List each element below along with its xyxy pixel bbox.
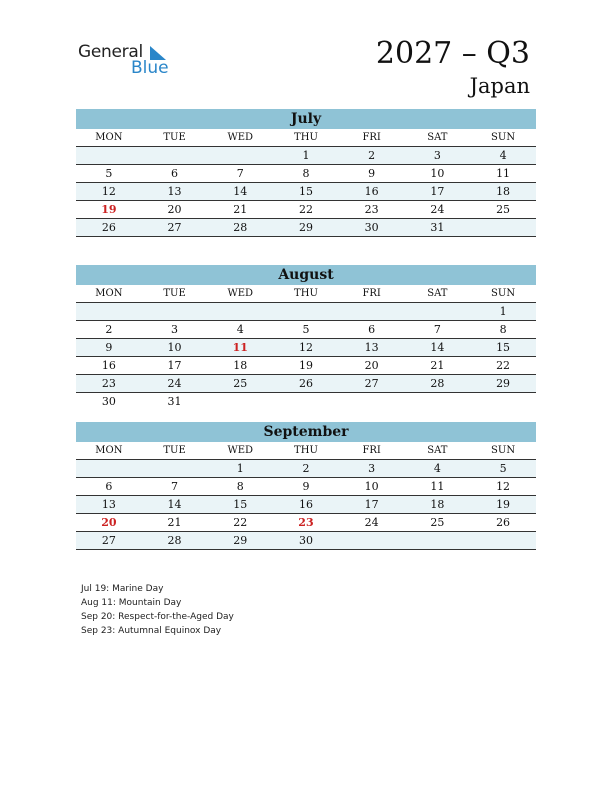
empty-cell [76,460,142,477]
date-cell: 17 [167,359,182,372]
date-cell: 18 [430,498,445,511]
weekday-label: MON [95,132,123,143]
date-cell: 17 [430,185,445,198]
date-cell: 8 [499,323,507,336]
date-cell: 30 [364,221,379,234]
date-cell: 15 [496,341,511,354]
week-row [76,339,536,357]
holiday-note: Aug 11: Mountain Day [81,598,182,608]
date-cell: 29 [496,377,511,390]
empty-cell [207,393,273,410]
month-header: August [76,265,536,285]
empty-cell [470,219,536,236]
week-row [76,460,536,478]
date-cell: 25 [496,203,511,216]
month-july [76,109,536,237]
empty-cell [142,147,208,164]
date-cell: 14 [430,341,445,354]
date-cell: 27 [101,534,116,547]
date-cell: 28 [233,221,248,234]
weekday-label: SUN [491,445,516,456]
empty-cell [207,147,273,164]
date-cell: 16 [101,359,116,372]
date-cell: 16 [298,498,313,511]
date-cell: 2 [368,149,376,162]
month-august [76,265,536,410]
date-cell: 5 [499,462,507,475]
date-cell: 5 [302,323,310,336]
weekday-label: TUE [163,288,186,299]
date-cell: 21 [233,203,248,216]
weekday-header-row [76,285,536,303]
date-cell: 4 [236,323,244,336]
week-row [76,303,536,321]
date-cell: 13 [364,341,379,354]
date-cell: 8 [302,167,310,180]
empty-cell [339,303,405,320]
weekday-header-row [76,129,536,147]
holiday-date-cell: 23 [298,516,314,529]
date-cell: 20 [364,359,379,372]
date-cell: 10 [167,341,182,354]
date-cell: 19 [496,498,511,511]
month-header: September [76,422,536,442]
date-cell: 12 [101,185,116,198]
date-cell: 30 [101,395,116,408]
date-cell: 5 [105,167,113,180]
week-row [76,393,536,410]
date-cell: 23 [101,377,116,390]
weekday-label: SUN [491,288,516,299]
empty-cell [207,303,273,320]
week-row [76,514,536,532]
date-cell: 9 [302,480,310,493]
date-cell: 6 [171,167,179,180]
date-cell: 29 [298,221,313,234]
month-september [76,422,536,550]
month-header: July [76,109,536,129]
date-cell: 2 [302,462,310,475]
empty-cell [142,303,208,320]
date-cell: 18 [496,185,511,198]
date-cell: 13 [167,185,182,198]
holiday-note: Sep 23: Autumnal Equinox Day [81,626,222,636]
date-cell: 12 [298,341,313,354]
week-row [76,321,536,339]
date-cell: 26 [496,516,511,529]
holiday-note: Sep 20: Respect-for-the-Aged Day [81,612,234,622]
generalblue-logo [78,40,178,80]
weekday-header-row [76,442,536,460]
empty-cell [339,393,405,410]
date-cell: 23 [364,203,379,216]
date-cell: 1 [236,462,244,475]
week-row [76,532,536,550]
date-cell: 8 [236,480,244,493]
weekday-label: WED [227,445,254,456]
date-cell: 30 [298,534,313,547]
holiday-notes [81,582,234,638]
weekday-label: THU [294,445,318,456]
holiday-date-cell: 19 [101,203,117,216]
empty-cell [142,460,208,477]
date-cell: 7 [433,323,441,336]
date-cell: 21 [430,359,445,372]
date-cell: 27 [167,221,182,234]
date-cell: 21 [167,516,182,529]
date-cell: 4 [433,462,441,475]
empty-cell [470,393,536,410]
date-cell: 6 [368,323,376,336]
date-cell: 20 [167,203,182,216]
date-cell: 26 [298,377,313,390]
date-cell: 25 [233,377,248,390]
weekday-label: TUE [163,445,186,456]
empty-cell [470,532,536,549]
weekday-label: THU [294,288,318,299]
date-cell: 31 [167,395,182,408]
weekday-label: FRI [362,288,381,299]
date-cell: 6 [105,480,113,493]
date-cell: 9 [368,167,376,180]
date-cell: 28 [167,534,182,547]
empty-cell [339,532,405,549]
date-cell: 15 [233,498,248,511]
logo-text-blue: Blue [131,58,169,78]
date-cell: 14 [233,185,248,198]
holiday-date-cell: 11 [232,341,248,354]
empty-cell [273,393,339,410]
weekday-label: FRI [362,132,381,143]
date-cell: 10 [430,167,445,180]
date-cell: 1 [499,305,507,318]
date-cell: 22 [496,359,511,372]
date-cell: 24 [364,516,379,529]
date-cell: 7 [171,480,179,493]
empty-cell [405,532,471,549]
date-cell: 18 [233,359,248,372]
weekday-label: FRI [362,445,381,456]
date-cell: 4 [499,149,507,162]
week-row [76,496,536,514]
empty-cell [405,393,471,410]
empty-cell [273,303,339,320]
weekday-label: WED [227,288,254,299]
date-cell: 14 [167,498,182,511]
empty-cell [76,303,142,320]
weekday-label: WED [227,132,254,143]
date-cell: 17 [364,498,379,511]
date-cell: 9 [105,341,113,354]
week-row [76,219,536,237]
date-cell: 11 [430,480,445,493]
date-cell: 19 [298,359,313,372]
country-name: Japan [469,74,530,98]
weekday-label: MON [95,288,123,299]
weekday-label: SAT [427,288,448,299]
page-title: 2027 – Q3 [375,36,530,71]
date-cell: 1 [302,149,310,162]
week-row [76,147,536,165]
empty-cell [405,303,471,320]
weekday-label: SAT [427,132,448,143]
empty-cell [76,147,142,164]
date-cell: 15 [298,185,313,198]
weekday-label: SUN [491,132,516,143]
date-cell: 10 [364,480,379,493]
weekday-label: TUE [163,132,186,143]
date-cell: 24 [167,377,182,390]
date-cell: 11 [496,167,511,180]
holiday-note: Jul 19: Marine Day [81,584,164,594]
date-cell: 13 [101,498,116,511]
date-cell: 31 [430,221,445,234]
date-cell: 26 [101,221,116,234]
date-cell: 7 [236,167,244,180]
date-cell: 24 [430,203,445,216]
date-cell: 3 [433,149,441,162]
week-row [76,165,536,183]
date-cell: 2 [105,323,113,336]
date-cell: 3 [368,462,376,475]
date-cell: 16 [364,185,379,198]
date-cell: 22 [298,203,313,216]
date-cell: 29 [233,534,248,547]
week-row [76,478,536,496]
week-row [76,357,536,375]
date-cell: 28 [430,377,445,390]
date-cell: 3 [171,323,179,336]
week-row [76,375,536,393]
weekday-label: THU [294,132,318,143]
date-cell: 25 [430,516,445,529]
date-cell: 27 [364,377,379,390]
week-row [76,201,536,219]
week-row [76,183,536,201]
date-cell: 22 [233,516,248,529]
weekday-label: SAT [427,445,448,456]
weekday-label: MON [95,445,123,456]
holiday-date-cell: 20 [101,516,117,529]
date-cell: 12 [496,480,511,493]
logo-text-general: General [78,42,143,62]
